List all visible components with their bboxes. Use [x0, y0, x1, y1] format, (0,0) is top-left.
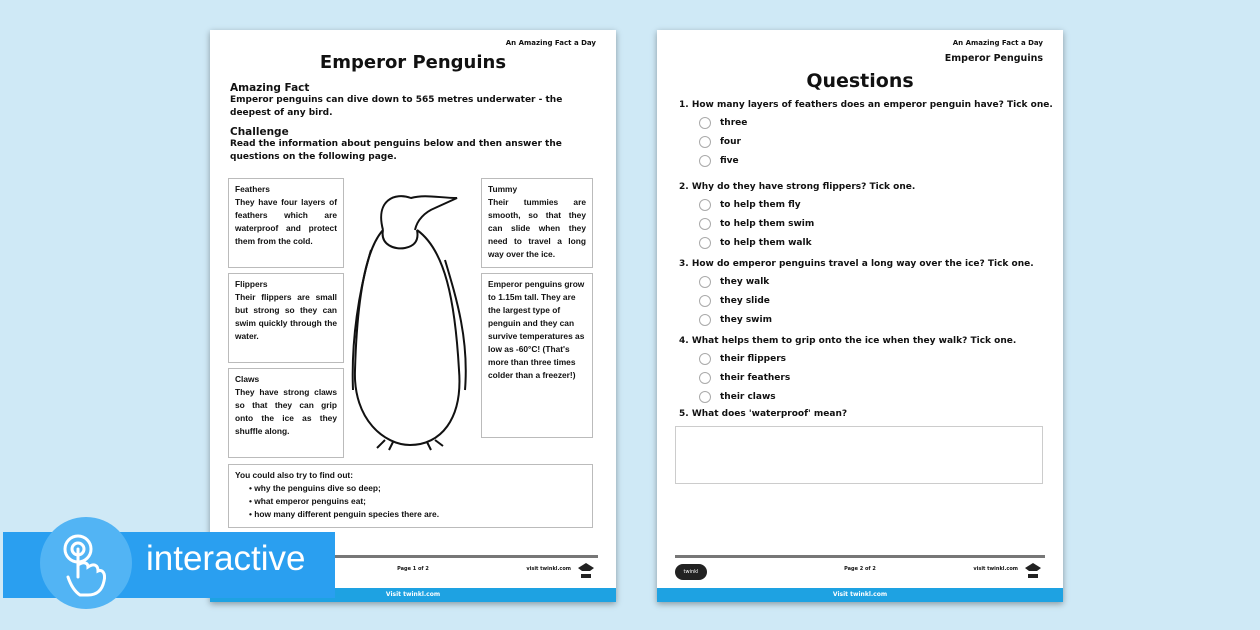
penguin-illustration: [345, 190, 477, 452]
find-out-item: • how many different penguin species there are.: [249, 509, 440, 519]
radio-button[interactable]: [699, 372, 711, 384]
answer-textbox-q5[interactable]: [675, 426, 1043, 484]
radio-button[interactable]: [699, 218, 711, 230]
option-label: they swim: [720, 315, 772, 325]
series-label: An Amazing Fact a Day: [505, 39, 596, 47]
answer-option[interactable]: [699, 237, 812, 249]
option-label: five: [720, 156, 739, 166]
badge-label: interactive: [146, 539, 306, 578]
question-3: 3. How do emperor penguins travel a long way over the ice? Tick one.: [679, 259, 1034, 269]
answer-option[interactable]: [699, 391, 776, 403]
answer-option[interactable]: [699, 353, 786, 365]
footer-site: visit twinkl.com: [526, 566, 571, 572]
answer-option[interactable]: [699, 295, 770, 307]
option-label: they walk: [720, 277, 770, 287]
radio-button[interactable]: [699, 314, 711, 326]
answer-option[interactable]: [699, 117, 747, 129]
page-number: Page 2 of 2: [844, 566, 876, 572]
radio-button[interactable]: [699, 199, 711, 211]
tap-hand-icon: [40, 517, 132, 609]
option-label: they slide: [720, 296, 770, 306]
crest-icon: [1023, 562, 1043, 580]
option-label: to help them fly: [720, 200, 801, 210]
question-2: 2. Why do they have strong flippers? Tick one.: [679, 182, 916, 192]
info-box-tummy: Tummy Their tummies are smooth, so that they can slide when they need to travel a long way over the ice.: [481, 178, 593, 268]
radio-button[interactable]: [699, 276, 711, 288]
badge-icon-circle: [40, 517, 132, 609]
fact-heading: Amazing Fact: [230, 82, 310, 94]
answer-option[interactable]: [699, 372, 790, 384]
challenge-heading: Challenge: [230, 126, 289, 138]
option-label: to help them swim: [720, 219, 815, 229]
option-label: their feathers: [720, 373, 791, 383]
radio-button[interactable]: [699, 155, 711, 167]
radio-button[interactable]: [699, 295, 711, 307]
answer-option[interactable]: [699, 276, 769, 288]
answer-option[interactable]: [699, 314, 772, 326]
info-box-size: Emperor penguins grow to 1.15m tall. They are the largest type of penguin and they can survive temperatures as low as -60°C! (That's more than three times colder than a freezer!): [481, 273, 593, 438]
option-label: four: [720, 137, 741, 147]
page-title: Emperor Penguins: [319, 52, 507, 73]
worksheet-page-2: [657, 30, 1063, 602]
crest-icon: [576, 562, 596, 580]
option-label: to help them walk: [720, 238, 812, 248]
info-box-claws: Claws They have strong claws so that they can grip onto the ice as they shuffle along.: [228, 368, 344, 458]
challenge-text: Read the information about penguins below and then answer the questions on the following page.: [230, 139, 562, 162]
info-box-flippers: Flippers Their flippers are small but strong so they can swim quickly through the water.: [228, 273, 344, 363]
option-label: three: [720, 118, 748, 128]
footer-bar[interactable]: Visit twinkl.com: [657, 588, 1063, 602]
find-out-item: • what emperor penguins eat;: [249, 496, 366, 506]
find-out-item: • why the penguins dive so deep;: [249, 483, 381, 493]
footer-site: visit twinkl.com: [973, 566, 1018, 572]
radio-button[interactable]: [699, 391, 711, 403]
answer-option[interactable]: [699, 155, 739, 167]
page-number: Page 1 of 2: [397, 566, 429, 572]
info-box-feathers: Feathers They have four layers of feathers which are waterproof and protect them from the cold.: [228, 178, 344, 268]
worksheet-page-1: [210, 30, 616, 602]
question-1: 1. How many layers of feathers does an emperor penguin have? Tick one.: [679, 100, 1053, 110]
series-label: An Amazing Fact a Day: [952, 39, 1043, 47]
radio-button[interactable]: [699, 353, 711, 365]
radio-button[interactable]: [699, 117, 711, 129]
radio-button[interactable]: [699, 237, 711, 249]
radio-button[interactable]: [699, 136, 711, 148]
footer-divider: [675, 555, 1045, 558]
fact-text: Emperor penguins can dive down to 565 metres underwater - the deepest of any bird.: [230, 95, 563, 118]
option-label: their claws: [720, 392, 776, 402]
option-label: their flippers: [720, 354, 787, 364]
find-out-intro: You could also try to find out:: [235, 470, 354, 480]
page-subtitle: Emperor Penguins: [944, 53, 1043, 64]
footer-bar[interactable]: Visit twinkl.com: [210, 588, 616, 602]
find-out-box: [228, 464, 593, 528]
question-5: 5. What does 'waterproof' mean?: [679, 409, 848, 419]
answer-option[interactable]: [699, 218, 814, 230]
twinkl-logo: twinkl: [675, 564, 707, 580]
answer-option[interactable]: [699, 199, 801, 211]
question-4: 4. What helps them to grip onto the ice when they walk? Tick one.: [679, 336, 1017, 346]
answer-option[interactable]: [699, 136, 741, 148]
page-title: Questions: [806, 70, 914, 92]
